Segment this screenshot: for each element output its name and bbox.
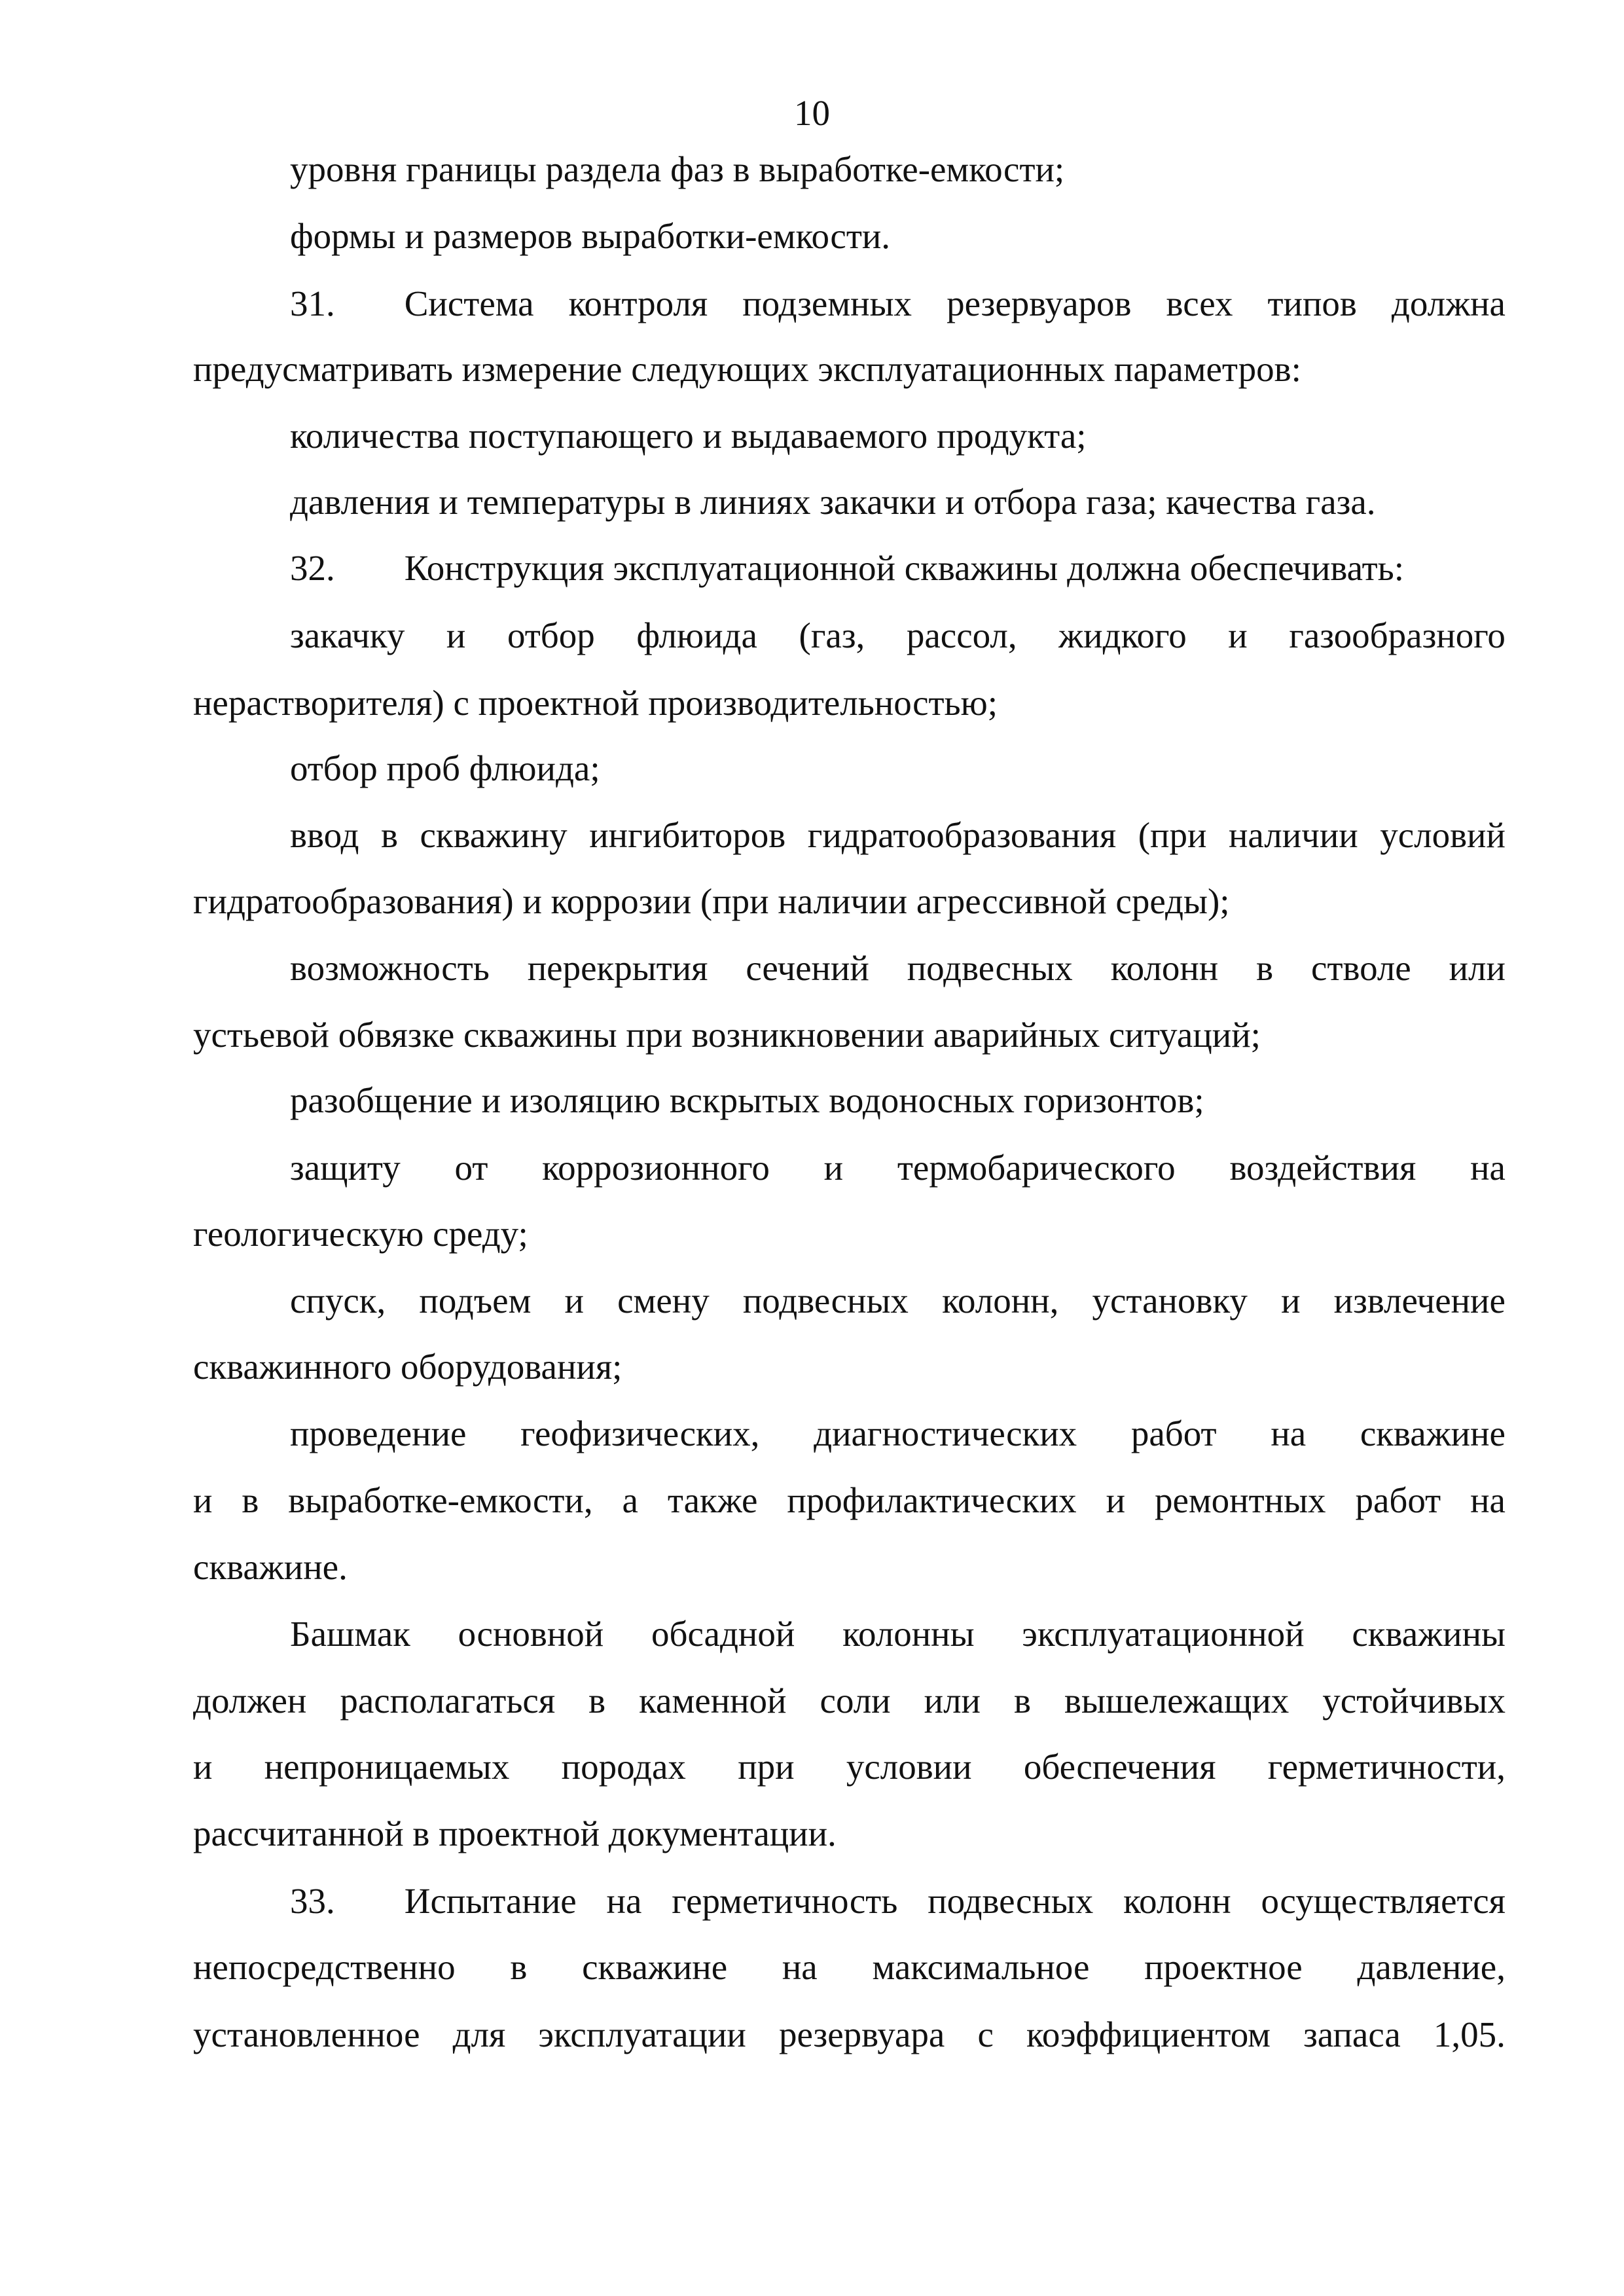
word: или [1449,948,1506,988]
paragraph-number: 33. [290,1881,335,1921]
word: проведение [290,1413,467,1453]
word: колонн, [942,1281,1059,1321]
word: от [454,1148,488,1188]
word: в [242,1480,259,1520]
word: защиту [290,1148,401,1188]
word: породах [561,1747,686,1787]
word: подвесных [907,948,1073,988]
word: или [924,1681,981,1721]
word: (газ, [799,615,865,655]
word: закачку [290,615,405,655]
text-line [405,283,1506,324]
word: условии [846,1747,972,1787]
word: в [1256,948,1274,988]
text-line: предусматривать измерение следующих эксплуатационных параметров: [193,349,1301,389]
word: на [782,1947,818,1987]
word: жидкого [1058,615,1187,655]
word: и [1228,615,1248,655]
word: спуск, [290,1281,386,1321]
word: коррозионного [542,1148,770,1188]
text-line: гидратообразования) и коррозии (при наличии агрессивной среды); [193,881,1230,921]
word: ввод [290,815,359,855]
word: диагностических [814,1413,1077,1453]
word: коэффициентом [1026,2014,1271,2054]
word: на [1470,1480,1506,1520]
word: возможность [290,948,490,988]
word: основной [458,1614,604,1654]
word: на [606,1881,642,1921]
word: а [622,1480,638,1520]
word: должна [1391,283,1506,323]
text-line [193,1680,1506,1721]
text-line [290,1613,1506,1654]
word: при [738,1747,795,1787]
word: также [667,1480,758,1520]
word: вышележащих [1064,1681,1290,1721]
text-line: уровня границы раздела фаз в выработке-емкости; [290,149,1065,189]
text-line: Конструкция эксплуатационной скважины должна обеспечивать: [404,548,1405,588]
word: скважины [1352,1614,1506,1654]
word: ремонтных [1154,1480,1326,1520]
word: ингибиторов [589,815,786,855]
word: в [381,815,398,855]
text-line [193,1746,1506,1787]
word: в [588,1681,606,1721]
word: извлечение [1333,1281,1506,1321]
text-line [290,814,1506,856]
text-line [193,1480,1506,1521]
text-line [290,615,1506,656]
word: (при [1138,815,1207,855]
word: контроля [568,283,708,323]
word: обеспечения [1023,1747,1216,1787]
word: гидратообразования [807,815,1117,855]
word: скважине [582,1947,728,1987]
word: 1,05. [1433,2014,1506,2054]
word: эксплуатационной [1022,1614,1305,1654]
text-line: разобщение и изоляцию вскрытых водоносных горизонтов; [290,1080,1204,1120]
text-line [290,1280,1506,1321]
word: обсадной [651,1614,795,1654]
word: герметичности, [1267,1747,1506,1787]
word: условий [1380,815,1506,855]
word: перекрытия [527,948,708,988]
word: и [446,615,466,655]
word: герметичность [672,1881,898,1921]
word: с [977,2014,994,2054]
word: скважине [1360,1413,1506,1453]
word: колонн [1110,948,1219,988]
word: типов [1267,283,1357,323]
text-line: скважине. [193,1547,348,1587]
word: термобарического [897,1148,1176,1188]
word: запаса [1303,2014,1401,2054]
text-line [405,1880,1506,1922]
word: и [564,1281,584,1321]
word: всех [1166,283,1233,323]
paragraph-31-first-line [193,283,1506,324]
word: смену [617,1281,710,1321]
word: колонн [1123,1881,1231,1921]
word: воздействия [1229,1148,1416,1188]
word: выработке-емкости, [288,1480,593,1520]
word: на [1470,1148,1506,1188]
text-line: рассчитанной в проектной документации. [193,1813,837,1853]
word: устойчивых [1322,1681,1506,1721]
word: наличии [1228,815,1358,855]
word: эксплуатации [538,2014,746,2054]
paragraph-33-first-line [193,1880,1506,1922]
paragraph-number: 31. [290,283,335,323]
word: в [1014,1681,1031,1721]
paragraph-32-first-line [193,547,1404,589]
word: и [193,1480,213,1520]
word: для [452,2014,506,2054]
word: проектное [1144,1947,1303,1987]
text-line: нерастворителя) с проектной производительностью; [193,683,998,723]
page-number: 10 [794,93,830,133]
word: осуществляется [1261,1881,1506,1921]
word: Башмак [290,1614,410,1654]
word: подвесных [742,1281,909,1321]
word: скважину [420,815,568,855]
word: соли [820,1681,891,1721]
word: резервуара [778,2014,945,2054]
word: сечений [746,948,869,988]
text-line [193,1946,1506,1988]
word: отбор [507,615,595,655]
word: работ [1130,1413,1217,1453]
text-line: отбор проб флюида; [290,748,600,788]
text-line: количества поступающего и выдаваемого продукта; [290,416,1087,456]
word: давление, [1357,1947,1506,1987]
text-line: скважинного оборудования; [193,1347,623,1387]
word: подъем [419,1281,532,1321]
word: каменной [639,1681,787,1721]
word: должен [193,1681,307,1721]
text-line: устьевой обвязке скважины при возникновении аварийных ситуаций; [193,1015,1261,1055]
word: располагаться [340,1681,556,1721]
text-line: формы и размеров выработки-емкости. [290,216,891,256]
word: флюида [636,615,757,655]
word: непосредственно [193,1947,456,1987]
word: и [193,1747,213,1787]
word: непроницаемых [264,1747,510,1787]
word: максимальное [872,1947,1090,1987]
word: на [1271,1413,1307,1453]
word: в [510,1947,528,1987]
word: профилактических [787,1480,1077,1520]
text-line [193,2014,1506,2055]
word: резервуаров [947,283,1132,323]
word: Система [404,283,534,323]
word: газообразного [1289,615,1506,655]
word: и [1281,1281,1301,1321]
text-line: геологическую среду; [193,1214,528,1254]
word: установленное [193,2014,420,2054]
text-line [290,947,1506,989]
word: стволе [1311,948,1411,988]
word: подвесных [928,1881,1094,1921]
text-line [290,1413,1506,1454]
paragraph-number: 32. [290,548,335,588]
word: установку [1092,1281,1248,1321]
word: рассол, [906,615,1017,655]
word: и [823,1148,844,1188]
word: работ [1355,1480,1441,1520]
text-line [290,1147,1506,1188]
text-line: давления и температуры в линиях закачки и отбора газа; качества газа. [290,482,1376,522]
word: Испытание [404,1881,577,1921]
word: колонны [842,1614,975,1654]
word: геофизических, [520,1413,760,1453]
word: подземных [742,283,912,323]
word: и [1106,1480,1126,1520]
